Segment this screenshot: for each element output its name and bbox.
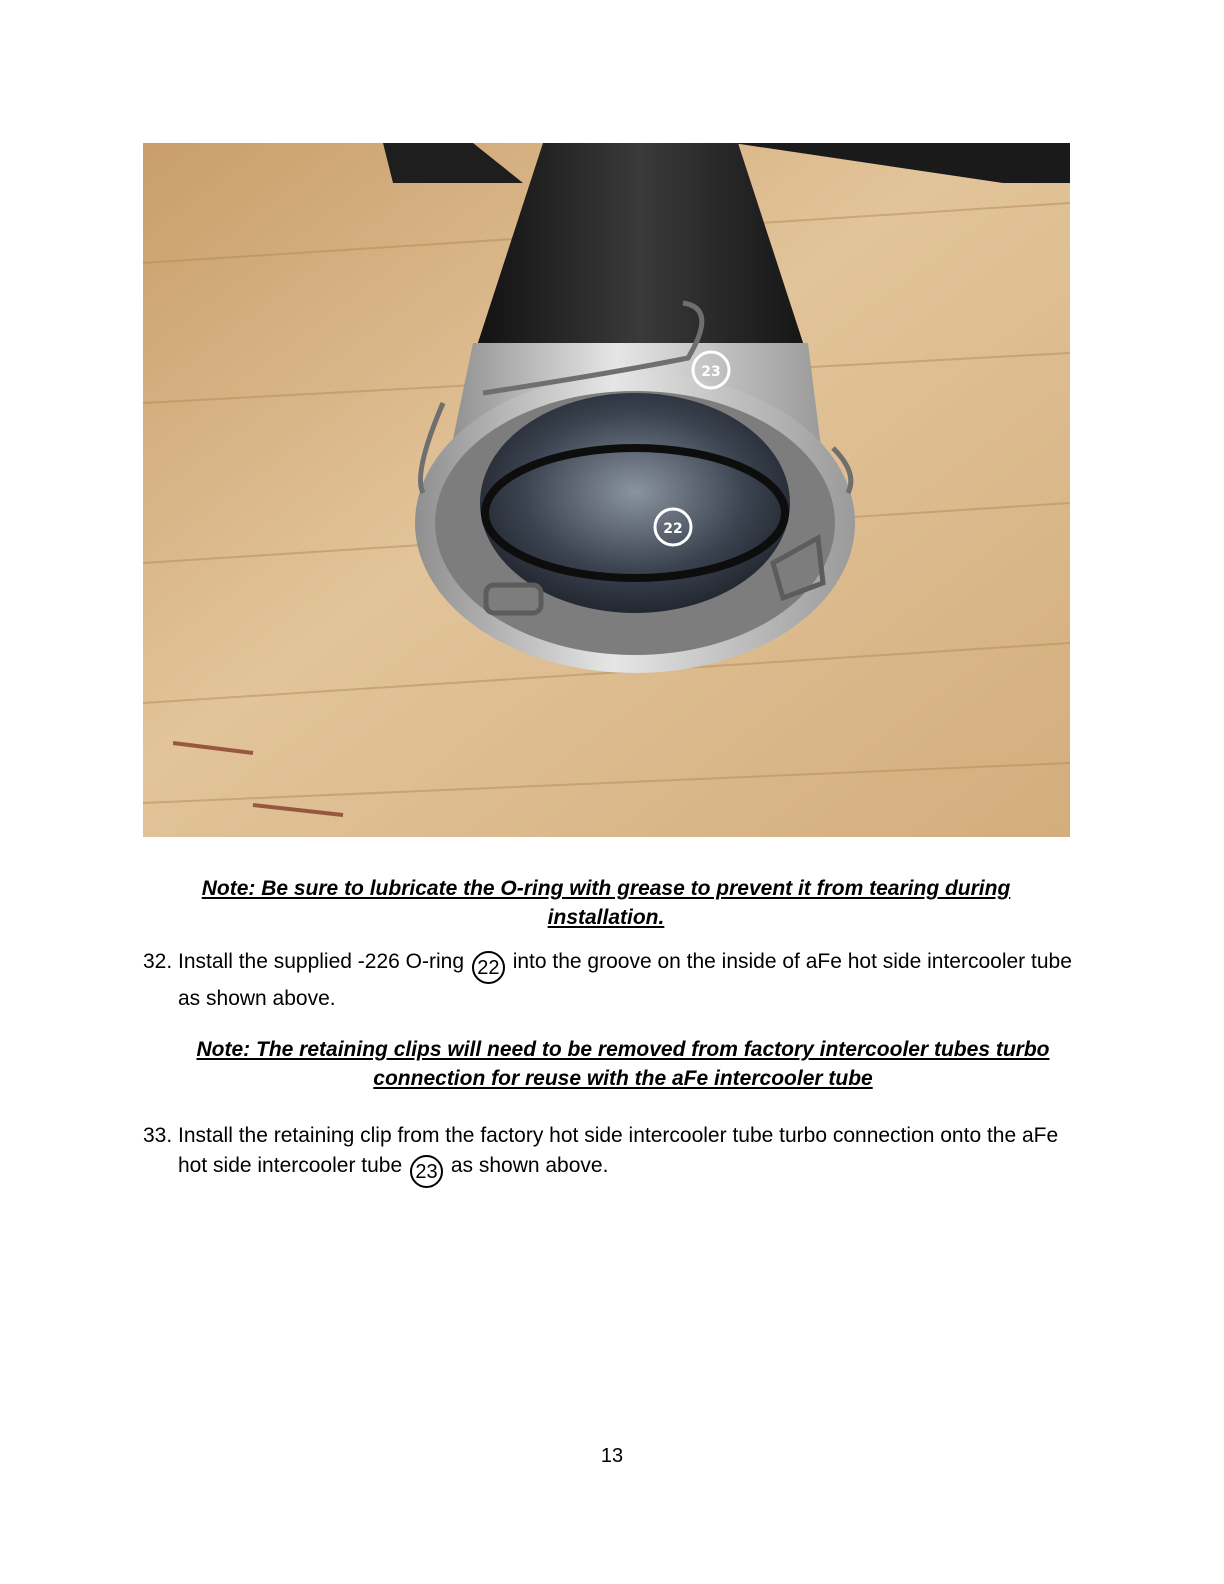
retaining-clips-note: Note: The retaining clips will need to be removed from factory intercooler tubes turbo connection for reuse with the aFe intercooler tube bbox=[196, 1038, 1050, 1090]
lubricate-note: Note: Be sure to lubricate the O-ring with grease to prevent it from tearing during installation. bbox=[201, 877, 1011, 929]
callout-23-badge: 23 bbox=[410, 1155, 443, 1188]
step-number: 32. bbox=[143, 950, 173, 973]
callout-23-label: 23 bbox=[701, 364, 721, 380]
step-number: 33. bbox=[143, 1124, 173, 1147]
page-number: 13 bbox=[600, 1445, 624, 1467]
intercooler-tube-photo bbox=[143, 143, 1070, 837]
step-text-after: into the groove on the inside of aFe hot side intercooler tube as shown above. bbox=[178, 950, 1072, 1010]
step-text-before: Install the supplied -226 O-ring bbox=[178, 950, 464, 973]
callout-22-label: 22 bbox=[663, 521, 683, 537]
step-33 bbox=[143, 1121, 1083, 1188]
callout-22-badge: 22 bbox=[472, 951, 505, 984]
step-text-after: as shown above. bbox=[450, 1154, 609, 1177]
step-text-before: Install the retaining clip from the factory hot side intercooler tube turbo connection onto the aFe hot side intercooler tube bbox=[178, 1124, 1059, 1177]
step-32 bbox=[143, 947, 1083, 1014]
